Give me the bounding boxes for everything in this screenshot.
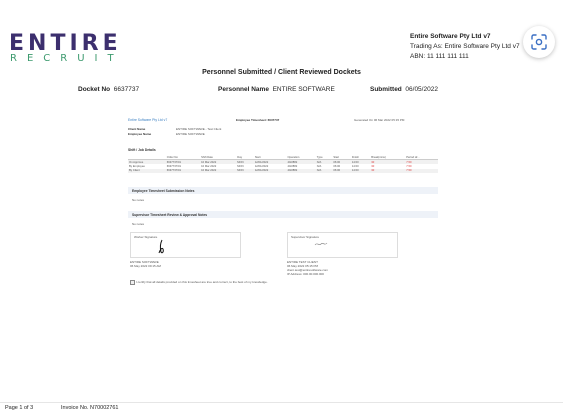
personnel-value: ENTIRE SOFTWARE <box>272 86 335 93</box>
logo-subtitle: RECRUIT <box>10 53 124 64</box>
cell: MON <box>237 164 244 168</box>
sheet-timesheet-id: Employee Timesheet: 6637737 <box>236 118 280 122</box>
employee-notes-title: Employee Timesheet Submission Notes <box>132 189 195 193</box>
supervisor-email: client.test@entiresoftware.com <box>287 268 329 272</box>
supervisor-signature-box <box>287 232 398 258</box>
cell: 30 <box>370 160 405 165</box>
worker-name: ENTIRE SOFTWARE <box>130 260 159 264</box>
sheet-employee-value: ENTIRE SOFTWARE <box>176 132 205 136</box>
cell: 7.50 <box>405 169 438 173</box>
cell: 30 <box>371 164 375 168</box>
cell: 6637737/01 <box>166 160 200 165</box>
table-row <box>128 169 438 173</box>
submitted-label: Submitted <box>370 86 402 93</box>
col-header: Day <box>236 155 254 160</box>
timesheet-preview[interactable] <box>121 108 445 303</box>
docket-value: 6637737 <box>113 86 140 93</box>
logo-wordmark: ENTIRE <box>9 31 122 56</box>
document-title: Personnel Submitted / Client Reviewed Dockets <box>202 69 361 76</box>
page-indicator: Page 1 of 3 <box>5 405 34 411</box>
cell: N/A <box>316 160 333 165</box>
docket-label: Docket No <box>78 86 111 93</box>
declaration-checkbox[interactable] <box>130 280 135 285</box>
submitted-value: 06/05/2022 <box>405 86 438 93</box>
company-info <box>410 32 520 62</box>
cell: 06:00 <box>332 169 350 173</box>
cell: 7.50 <box>405 160 438 165</box>
supervisor-name: ENTIRE TEST CLIENT <box>287 260 318 264</box>
cell: On Approve <box>128 160 166 165</box>
cell: By Employee <box>129 164 145 168</box>
cell: 14:00 <box>351 160 370 165</box>
invoice-number: Invoice No. N70002761 <box>61 405 119 411</box>
worker-signature-label: Worker Signature <box>134 235 158 239</box>
cell: 30 <box>370 169 405 173</box>
cell: MON <box>236 160 254 165</box>
worker-signature-icon <box>157 239 167 255</box>
sheet-generated: Generated On 06 Mar 2022 05:15 PM <box>354 118 405 122</box>
col-header: Start <box>332 155 350 160</box>
sheet-client-label: Client Name <box>128 127 146 131</box>
col-header: Order No <box>166 155 200 160</box>
col-header: Period Hr... <box>405 155 438 160</box>
cell: 6637737/01 <box>166 169 200 173</box>
sheet-employee-label: Employee Name <box>128 132 152 136</box>
cell: 40/2882 <box>287 164 298 168</box>
cell: 10 Mar 2022 <box>200 160 236 165</box>
submitted-date <box>370 86 438 93</box>
supervisor-notes-title: Supervisor Timesheet Review & Approval Notes <box>132 213 208 217</box>
worker-date: 06 May 2022 09:15 AM <box>130 264 161 268</box>
supervisor-signature-label: Supervisor Signature <box>291 235 320 239</box>
cell: 10 Mar 2022 <box>201 164 217 168</box>
cell: 10 Mar 2022 <box>200 169 236 173</box>
cell: 6637737/01 <box>166 164 181 168</box>
supervisor-date: 06 May 2022 05:15 PM <box>287 264 319 268</box>
col-header: Operation <box>287 155 316 160</box>
employee-notes-value: No notes <box>132 198 145 202</box>
supervisor-signature-icon <box>314 241 328 247</box>
cell: N/A <box>316 169 333 173</box>
footer-divider <box>0 402 563 403</box>
cell: 7.50 <box>406 164 412 168</box>
cell: 06:00 <box>333 164 341 168</box>
supervisor-ip: IP Address: 000.00.000.000 <box>287 272 324 276</box>
cell: 12/01/2022 <box>254 164 269 168</box>
docket-number <box>78 86 139 93</box>
cell: N/A <box>316 164 322 168</box>
cell: 14:00 <box>351 169 370 173</box>
cell: By Client <box>128 169 166 173</box>
col-header: Type <box>316 155 333 160</box>
supervisor-notes-value: No notes <box>132 222 145 226</box>
company-name: Entire Software Pty Ltd v7 <box>410 33 491 40</box>
col-header: Break(mins) <box>370 155 405 160</box>
company-trading-as: Trading As: Entire Software Pty Ltd v7 <box>410 43 520 50</box>
cell: 40/2882 <box>287 169 316 173</box>
cell: 40/2882 <box>287 160 316 165</box>
sheet-company: Entire Software Pty Ltd v7 <box>128 118 168 122</box>
personnel-label: Personnel Name <box>218 86 269 93</box>
declaration-text: I certify that all details provided on this timesheet are true and correct, to the best of my knowledge. <box>136 280 268 284</box>
shift-table <box>128 155 438 173</box>
worker-signature-box <box>130 232 241 258</box>
cell: 12/01/2022 <box>254 160 287 165</box>
cell: MON <box>236 169 254 173</box>
cell: 06:00 <box>332 160 350 165</box>
personnel-name <box>218 86 335 93</box>
screenshot-button[interactable] <box>523 26 555 58</box>
camera-focus-icon <box>531 34 547 50</box>
col-header: Start <box>254 155 287 160</box>
col-header: Finish <box>351 155 370 160</box>
col-header: Shift Date <box>200 155 236 160</box>
company-abn: ABN: 11 111 111 111 <box>410 53 469 60</box>
sheet-client-value: ENTIRE SOFTWARE - Test Client <box>176 127 222 131</box>
shift-details-title: Shift / Job Details <box>128 148 156 152</box>
cell: 12/01/2022 <box>254 169 287 173</box>
cell: 14:00 <box>351 164 359 168</box>
